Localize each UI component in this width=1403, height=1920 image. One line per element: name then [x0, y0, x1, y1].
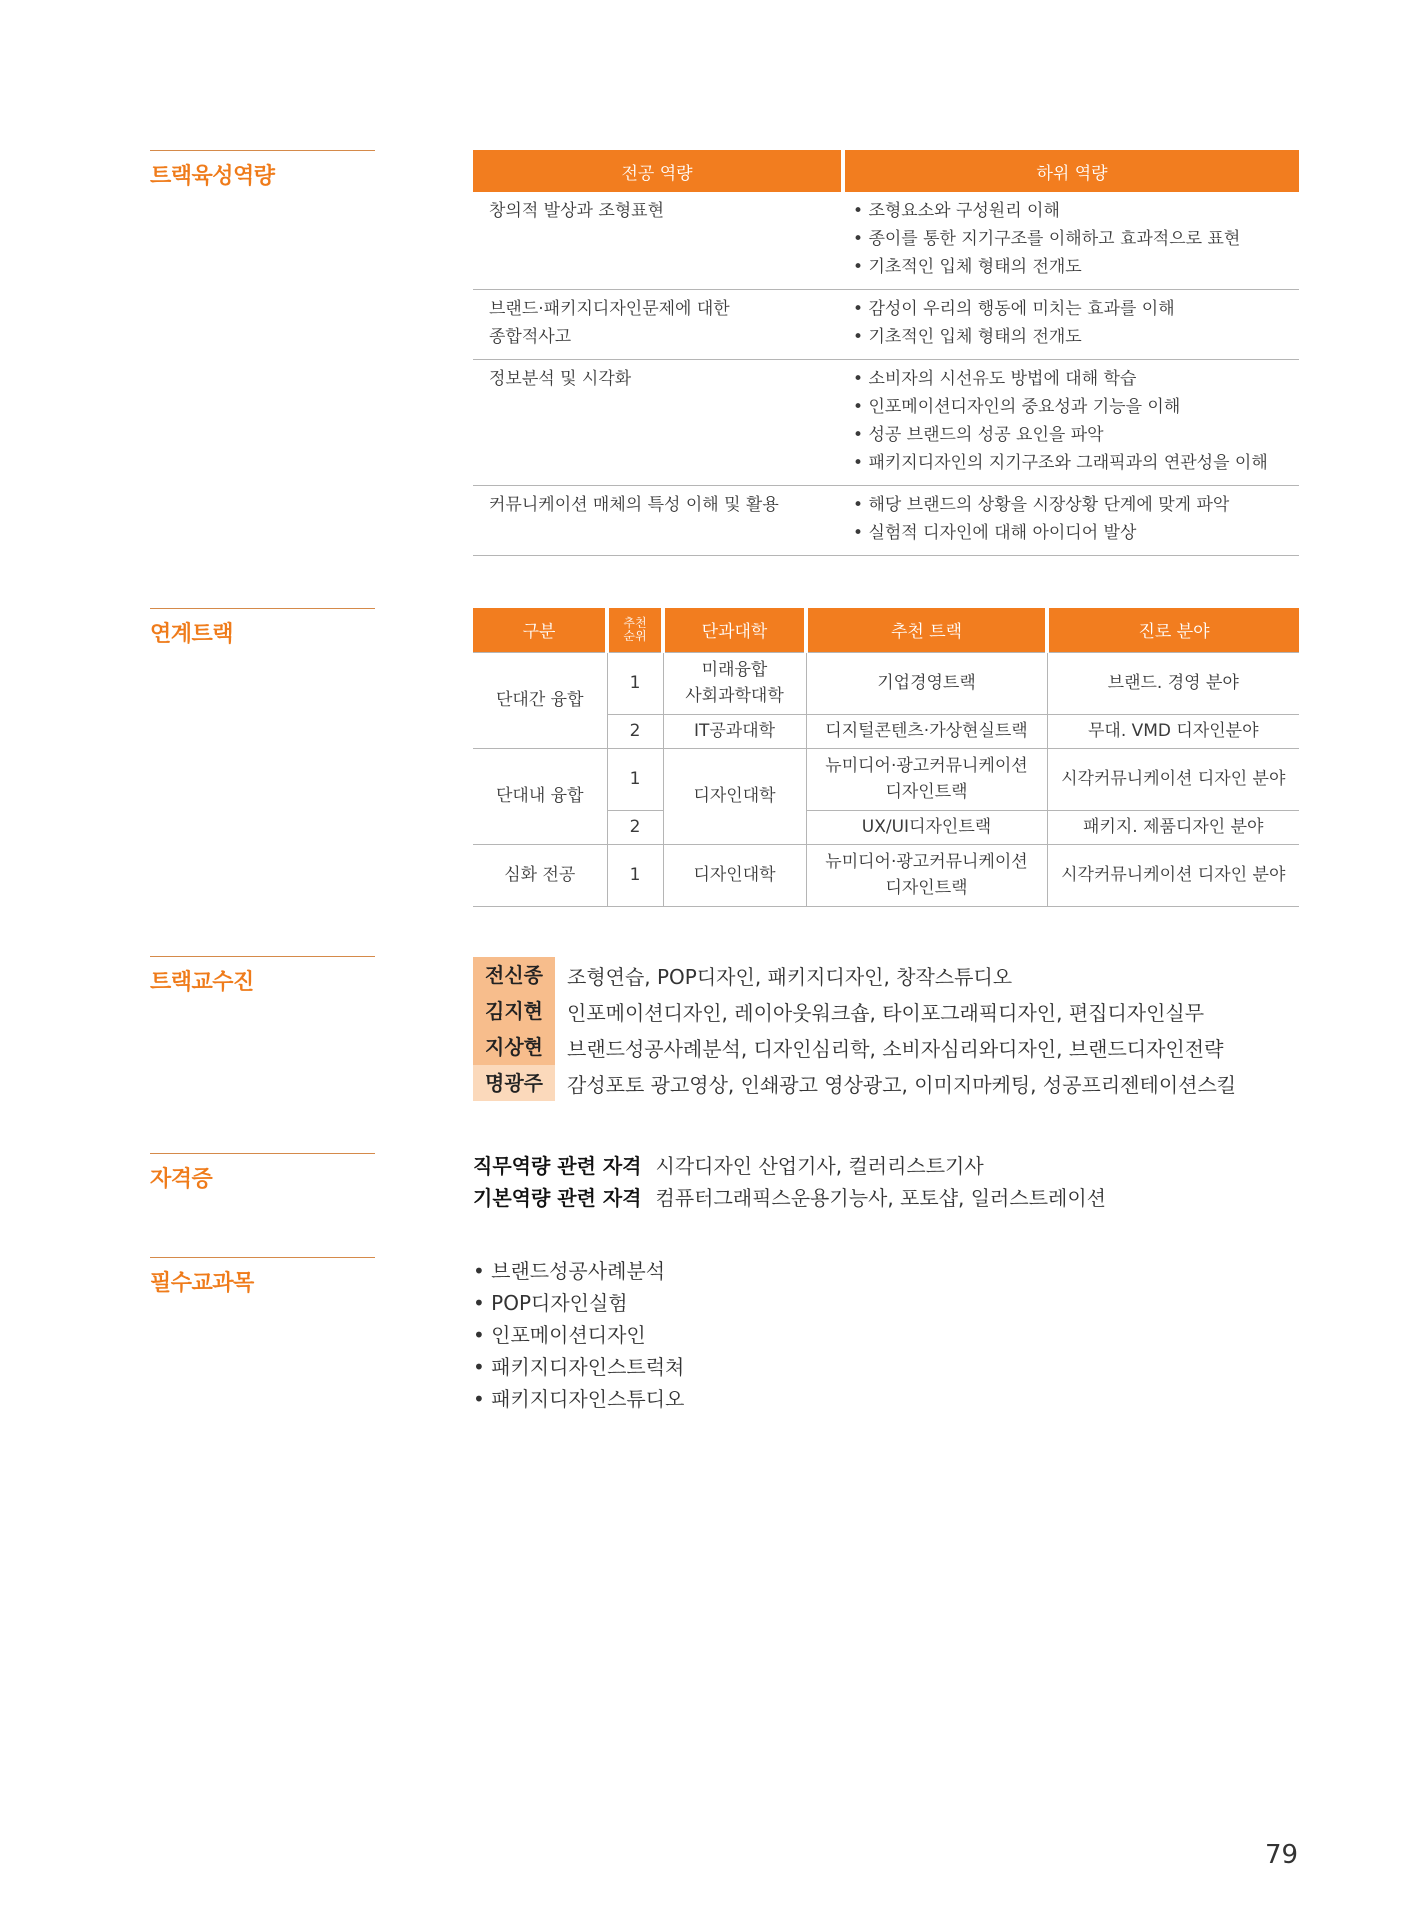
- header-sub-competency: 하위 역량: [843, 150, 1299, 192]
- section-title-linked-track: 연계트랙: [150, 608, 375, 648]
- list-item: • 인포메이션디자인: [473, 1319, 684, 1351]
- page-number: 79: [1265, 1840, 1299, 1870]
- track-cell: [806, 748, 1047, 810]
- track-line: 뉴미디어·광고커뮤니케이션: [825, 756, 1028, 776]
- list-item: • 패키지디자인스튜디오: [473, 1383, 684, 1415]
- header-rank-line1: 추천: [623, 615, 647, 630]
- major-competency: 정보분석 및 시각화: [489, 369, 632, 389]
- list-item: • 해당 브랜드의 상황을 시장상황 단계에 맞게 파악: [853, 491, 1295, 519]
- table-row: [473, 748, 1299, 810]
- track-cell: [806, 844, 1047, 906]
- track-line: 뉴미디어·광고커뮤니케이션: [825, 852, 1028, 872]
- list-item: [473, 993, 1236, 1029]
- list-item: • 패키지디자인의 지기구조와 그래픽과의 연관성을 이해: [853, 449, 1295, 477]
- professor-name: 전신종: [473, 957, 555, 993]
- rank-cell: 2: [607, 714, 663, 748]
- cert-label: 직무역량 관련 자격: [473, 1154, 642, 1178]
- college-line: 사회과학대학: [685, 686, 784, 706]
- list-item: • POP디자인실험: [473, 1287, 684, 1319]
- table-row: [473, 290, 1299, 360]
- professor-name: 명광주: [473, 1065, 555, 1101]
- header-track: 추천 트랙: [806, 608, 1047, 652]
- cert-label: 기본역량 관련 자격: [473, 1186, 642, 1210]
- track-cell: 기업경영트랙: [806, 652, 1047, 714]
- list-item: • 감성이 우리의 행동에 미치는 효과를 이해: [853, 295, 1295, 323]
- professor-courses: 브랜드성공사례분석, 디자인심리학, 소비자심리와디자인, 브랜드디자인전략: [567, 1036, 1224, 1061]
- career-cell: 무대. VMD 디자인분야: [1047, 714, 1299, 748]
- linked-track-table: [473, 608, 1299, 907]
- header-major-competency: 전공 역량: [473, 150, 843, 192]
- cert-value: 시각디자인 산업기사, 컬러리스트기사: [655, 1154, 984, 1178]
- cert-value: 컴퓨터그래픽스운용기능사, 포토샵, 일러스트레이션: [655, 1186, 1106, 1210]
- college-cell: 디자인대학: [663, 844, 806, 906]
- professor-courses: 감성포토 광고영상, 인쇄광고 영상광고, 이미지마케팅, 성공프리젠테이션스킬: [567, 1072, 1237, 1097]
- list-item: • 인포메이션디자인의 중요성과 기능을 이해: [853, 393, 1295, 421]
- section-title-professors: 트랙교수진: [150, 956, 375, 996]
- list-item: [473, 1029, 1236, 1065]
- college-cell: [663, 652, 806, 714]
- track-line: 디자인트랙: [885, 782, 968, 802]
- header-college: 단과대학: [663, 608, 806, 652]
- college-line: 미래융합: [701, 660, 768, 680]
- header-rank-line2: 순위: [623, 628, 647, 643]
- rank-cell: 1: [607, 844, 663, 906]
- college-cell: 디자인대학: [663, 748, 806, 844]
- career-cell: 시각커뮤니케이션 디자인 분야: [1047, 844, 1299, 906]
- professor-name: 김지현: [473, 993, 555, 1029]
- list-item: • 기초적인 입체 형태의 전개도: [853, 253, 1295, 281]
- major-competency: 브랜드·패키지디자인문제에 대한: [489, 299, 730, 319]
- major-competency: 창의적 발상과 조형표현: [489, 201, 665, 221]
- track-cell: 디지털콘텐츠·가상현실트랙: [806, 714, 1047, 748]
- professor-courses: 조형연습, POP디자인, 패키지디자인, 창작스튜디오: [567, 964, 1013, 989]
- category-cell: 단대간 융합: [473, 652, 607, 748]
- header-career: 진로 분야: [1047, 608, 1299, 652]
- section-title-competency: 트랙육성역량: [150, 150, 375, 190]
- header-category: 구분: [473, 608, 607, 652]
- list-item: [473, 1065, 1236, 1101]
- required-course-list: [473, 1255, 684, 1415]
- list-item: [473, 957, 1236, 993]
- rank-cell: 1: [607, 652, 663, 714]
- list-item: • 브랜드성공사례분석: [473, 1255, 684, 1287]
- track-cell: UX/UI디자인트랙: [806, 810, 1047, 844]
- category-cell: 심화 전공: [473, 844, 607, 906]
- header-rank: [607, 608, 663, 652]
- career-cell: 브랜드. 경영 분야: [1047, 652, 1299, 714]
- major-competency: 커뮤니케이션 매체의 특성 이해 및 활용: [489, 495, 779, 515]
- list-item: [473, 1182, 1106, 1214]
- list-item: • 성공 브랜드의 성공 요인을 파악: [853, 421, 1295, 449]
- table-row: [473, 652, 1299, 714]
- table-row: [473, 486, 1299, 556]
- college-cell: IT공과대학: [663, 714, 806, 748]
- list-item: • 소비자의 시선유도 방법에 대해 학습: [853, 365, 1295, 393]
- table-row: [473, 360, 1299, 486]
- professor-courses: 인포메이션디자인, 레이아웃워크숍, 타이포그래픽디자인, 편집디자인실무: [567, 1000, 1205, 1025]
- list-item: • 기초적인 입체 형태의 전개도: [853, 323, 1295, 351]
- competency-table: [473, 150, 1299, 556]
- list-item: • 실험적 디자인에 대해 아이디어 발상: [853, 519, 1295, 547]
- list-item: • 종이를 통한 지기구조를 이해하고 효과적으로 표현: [853, 225, 1295, 253]
- table-row: [473, 192, 1299, 290]
- list-item: [473, 1150, 1106, 1182]
- rank-cell: 1: [607, 748, 663, 810]
- track-line: 디자인트랙: [885, 878, 968, 898]
- category-cell: 단대내 융합: [473, 748, 607, 844]
- section-title-required-courses: 필수교과목: [150, 1257, 375, 1297]
- rank-cell: 2: [607, 810, 663, 844]
- career-cell: 시각커뮤니케이션 디자인 분야: [1047, 748, 1299, 810]
- professor-name: 지상현: [473, 1029, 555, 1065]
- section-title-certifications: 자격증: [150, 1153, 375, 1193]
- list-item: • 조형요소와 구성원리 이해: [853, 197, 1295, 225]
- table-row: [473, 844, 1299, 906]
- major-competency-cont: 종합적사고: [489, 327, 572, 347]
- certification-list: [473, 1150, 1106, 1214]
- professor-list: [473, 957, 1236, 1101]
- career-cell: 패키지. 제품디자인 분야: [1047, 810, 1299, 844]
- list-item: • 패키지디자인스트럭쳐: [473, 1351, 684, 1383]
